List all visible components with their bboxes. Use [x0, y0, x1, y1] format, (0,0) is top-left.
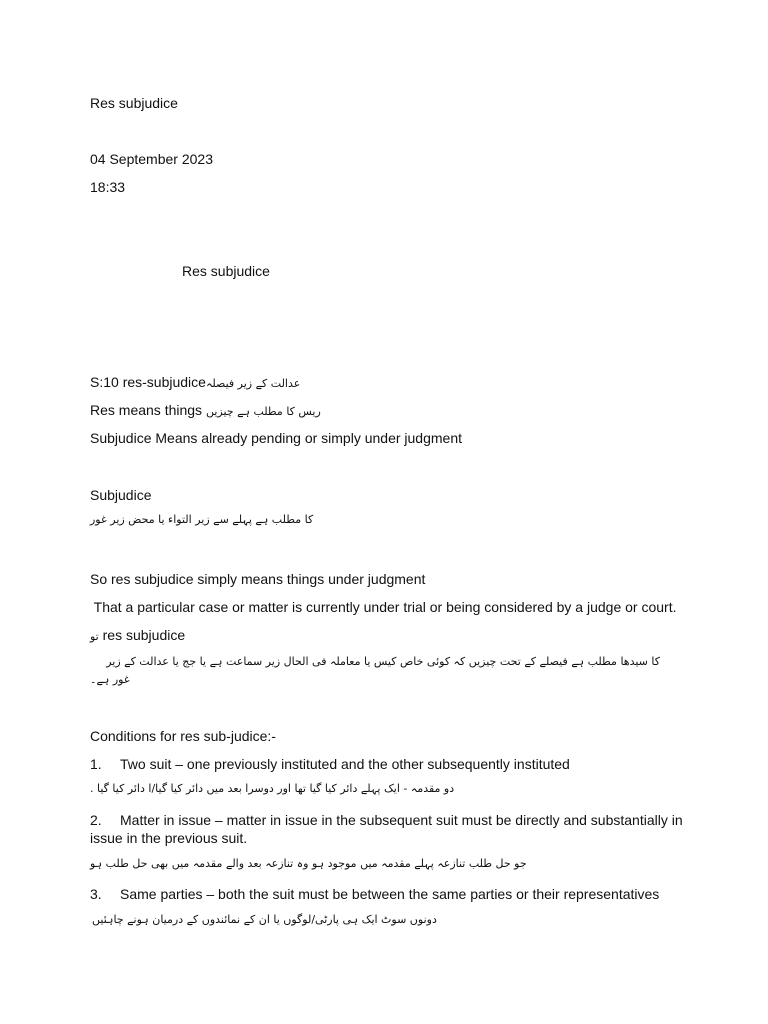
to-english: res subjudice: [102, 627, 186, 643]
note-time: 18:33: [90, 179, 126, 195]
conditions-title: Conditions for res sub-judice:-: [90, 728, 276, 744]
condition-2: [90, 811, 683, 829]
note-date: 04 September 2023: [90, 151, 213, 167]
condition-3-urdu: دونوں سوٹ ایک ہی پارٹی/لوگوں یا ان کے نمائندوں کے درمیان ہونے چاہئیں: [92, 913, 437, 926]
section-line-2: [90, 401, 321, 420]
to-line: [90, 626, 185, 645]
heading: Res subjudice: [182, 263, 270, 279]
condition-1: [90, 755, 570, 773]
condition-number: 1.: [90, 756, 102, 772]
line1-english: S:10 res-subjudice: [90, 374, 206, 390]
meaning-urdu-2: غور ہے۔: [90, 673, 130, 686]
to-urdu: تو: [90, 630, 99, 643]
condition-text: Matter in issue – matter in issue in the subsequent suit must be directly and substantially in: [120, 812, 683, 828]
subjudice-label: Subjudice: [90, 487, 152, 503]
condition-2-urdu: جو حل طلب تنازعہ پہلے مقدمہ میں موجود ہو وہ تنازعہ بعد والے مقدمہ میں بھی حل طلب ہو: [90, 857, 527, 870]
line1-urdu: عدالت کے زیر فیصلہ: [205, 377, 301, 390]
subjudice-meaning: Subjudice Means already pending or simply under judgment: [90, 430, 462, 446]
so-line: So res subjudice simply means things under judgment: [90, 571, 426, 587]
meaning-urdu-1: کا سیدھا مطلب ہے فیصلے کے تحت چیزیں کہ کوئی خاص کیس یا معاملہ فی الحال زیر سماعت ہے یا جج یا عدالت کے زیر: [106, 655, 660, 668]
particular-case-line: That a particular case or matter is currently under trial or being considered by a judge or court.: [90, 599, 677, 615]
subjudice-urdu: کا مطلب ہے پہلے سے زیر التواء یا محض زیر غور: [90, 513, 314, 526]
condition-3: [90, 885, 659, 903]
line2-english: Res means things: [90, 402, 203, 418]
condition-2-text-cont: issue in the previous suit.: [90, 830, 248, 846]
line2-urdu: ریس کا مطلب ہے چیزیں: [205, 405, 321, 418]
condition-1-urdu: دو مقدمہ - ایک پہلے دائر کیا گیا تھا اور دوسرا بعد میں دائر کیا گیا/ا دائر کیا گیا .: [90, 782, 455, 795]
condition-text: Two suit – one previously instituted and the other subsequently instituted: [120, 756, 570, 772]
condition-text: Same parties – both the suit must be between the same parties or their representatives: [120, 886, 660, 902]
condition-number: 2.: [90, 812, 102, 828]
section-line-1: [90, 373, 300, 392]
condition-number: 3.: [90, 886, 102, 902]
page-title: Res subjudice: [90, 95, 178, 111]
